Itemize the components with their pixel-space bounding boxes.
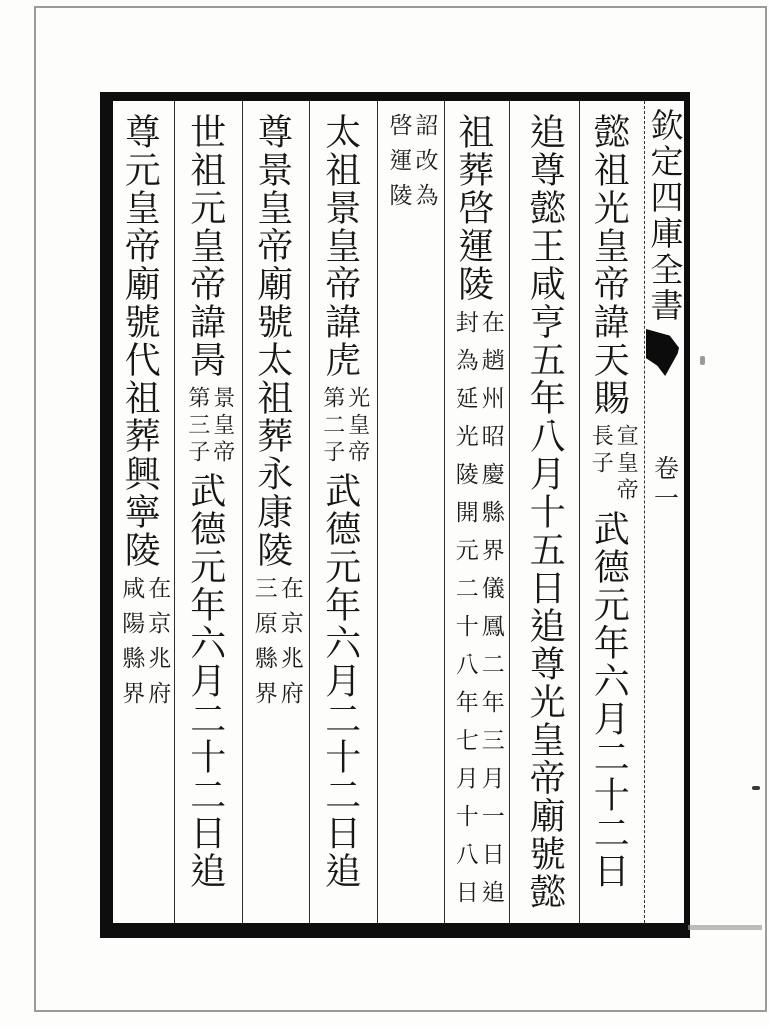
text-column	[378, 101, 445, 923]
main-text: 武德元年六月二十二日追	[184, 472, 226, 890]
note-right-line: 宣皇帝	[613, 424, 639, 505]
note-left-line: 三原縣界	[250, 576, 277, 716]
interlinear-note	[387, 113, 436, 218]
text-column	[243, 101, 310, 923]
volume-label: 卷一	[650, 455, 680, 515]
main-text: 尊元皇帝廟號代祖葬興寧陵	[119, 113, 161, 569]
main-text: 世祖元皇帝諱昺	[184, 113, 226, 379]
note-left-line: 第二子	[319, 386, 345, 467]
title-column-text	[646, 108, 684, 515]
book-title: 欽定四庫全書	[645, 108, 685, 324]
main-text: 祖葬啓運陵	[452, 113, 494, 303]
note-right-line: 光皇帝	[344, 386, 370, 467]
note-right-line: 在京兆府	[276, 576, 303, 716]
main-text: 懿祖光皇帝諱天賜	[588, 113, 630, 417]
main-text: 尊景皇帝廟號太祖葬永康陵	[251, 113, 293, 569]
note-right-line: 在趙州昭慶縣界儀鳳二年三月一日追	[477, 310, 504, 918]
main-text: 武德元年六月二十二日	[588, 510, 630, 890]
interlinear-note	[588, 424, 639, 505]
interlinear-note	[118, 576, 171, 716]
bottom-border-smudge	[688, 925, 762, 930]
note-left-line: 咸陽縣界	[118, 576, 145, 716]
note-right-line: 景皇帝	[209, 386, 235, 467]
text-column	[175, 101, 243, 923]
note-left-line: 封為延光陵開元二十八年七月十八日	[451, 310, 478, 918]
note-left-line: 第三子	[184, 386, 210, 467]
main-text: 追尊懿王咸亨五年八月十五日追尊光皇帝廟號懿	[524, 113, 566, 911]
note-right-line: 詔改為	[411, 113, 438, 218]
text-column	[310, 101, 378, 923]
text-column	[445, 101, 510, 923]
interlinear-note	[453, 310, 502, 918]
text-column	[510, 101, 580, 923]
main-text: 武德元年六月二十二日追	[319, 472, 361, 890]
interlinear-note	[321, 386, 368, 467]
text-column	[580, 101, 645, 923]
main-text: 太祖景皇帝諱虎	[319, 113, 361, 379]
text-column	[113, 101, 175, 923]
page-frame	[100, 92, 690, 938]
note-left-line: 啓運陵	[385, 113, 412, 218]
interlinear-note	[186, 386, 233, 467]
note-left-line: 長子	[588, 424, 614, 478]
interlinear-note	[252, 576, 301, 716]
title-column	[645, 101, 684, 923]
ink-speck	[752, 786, 760, 790]
note-right-line: 在京兆府	[144, 576, 171, 716]
ink-speck	[700, 356, 705, 365]
